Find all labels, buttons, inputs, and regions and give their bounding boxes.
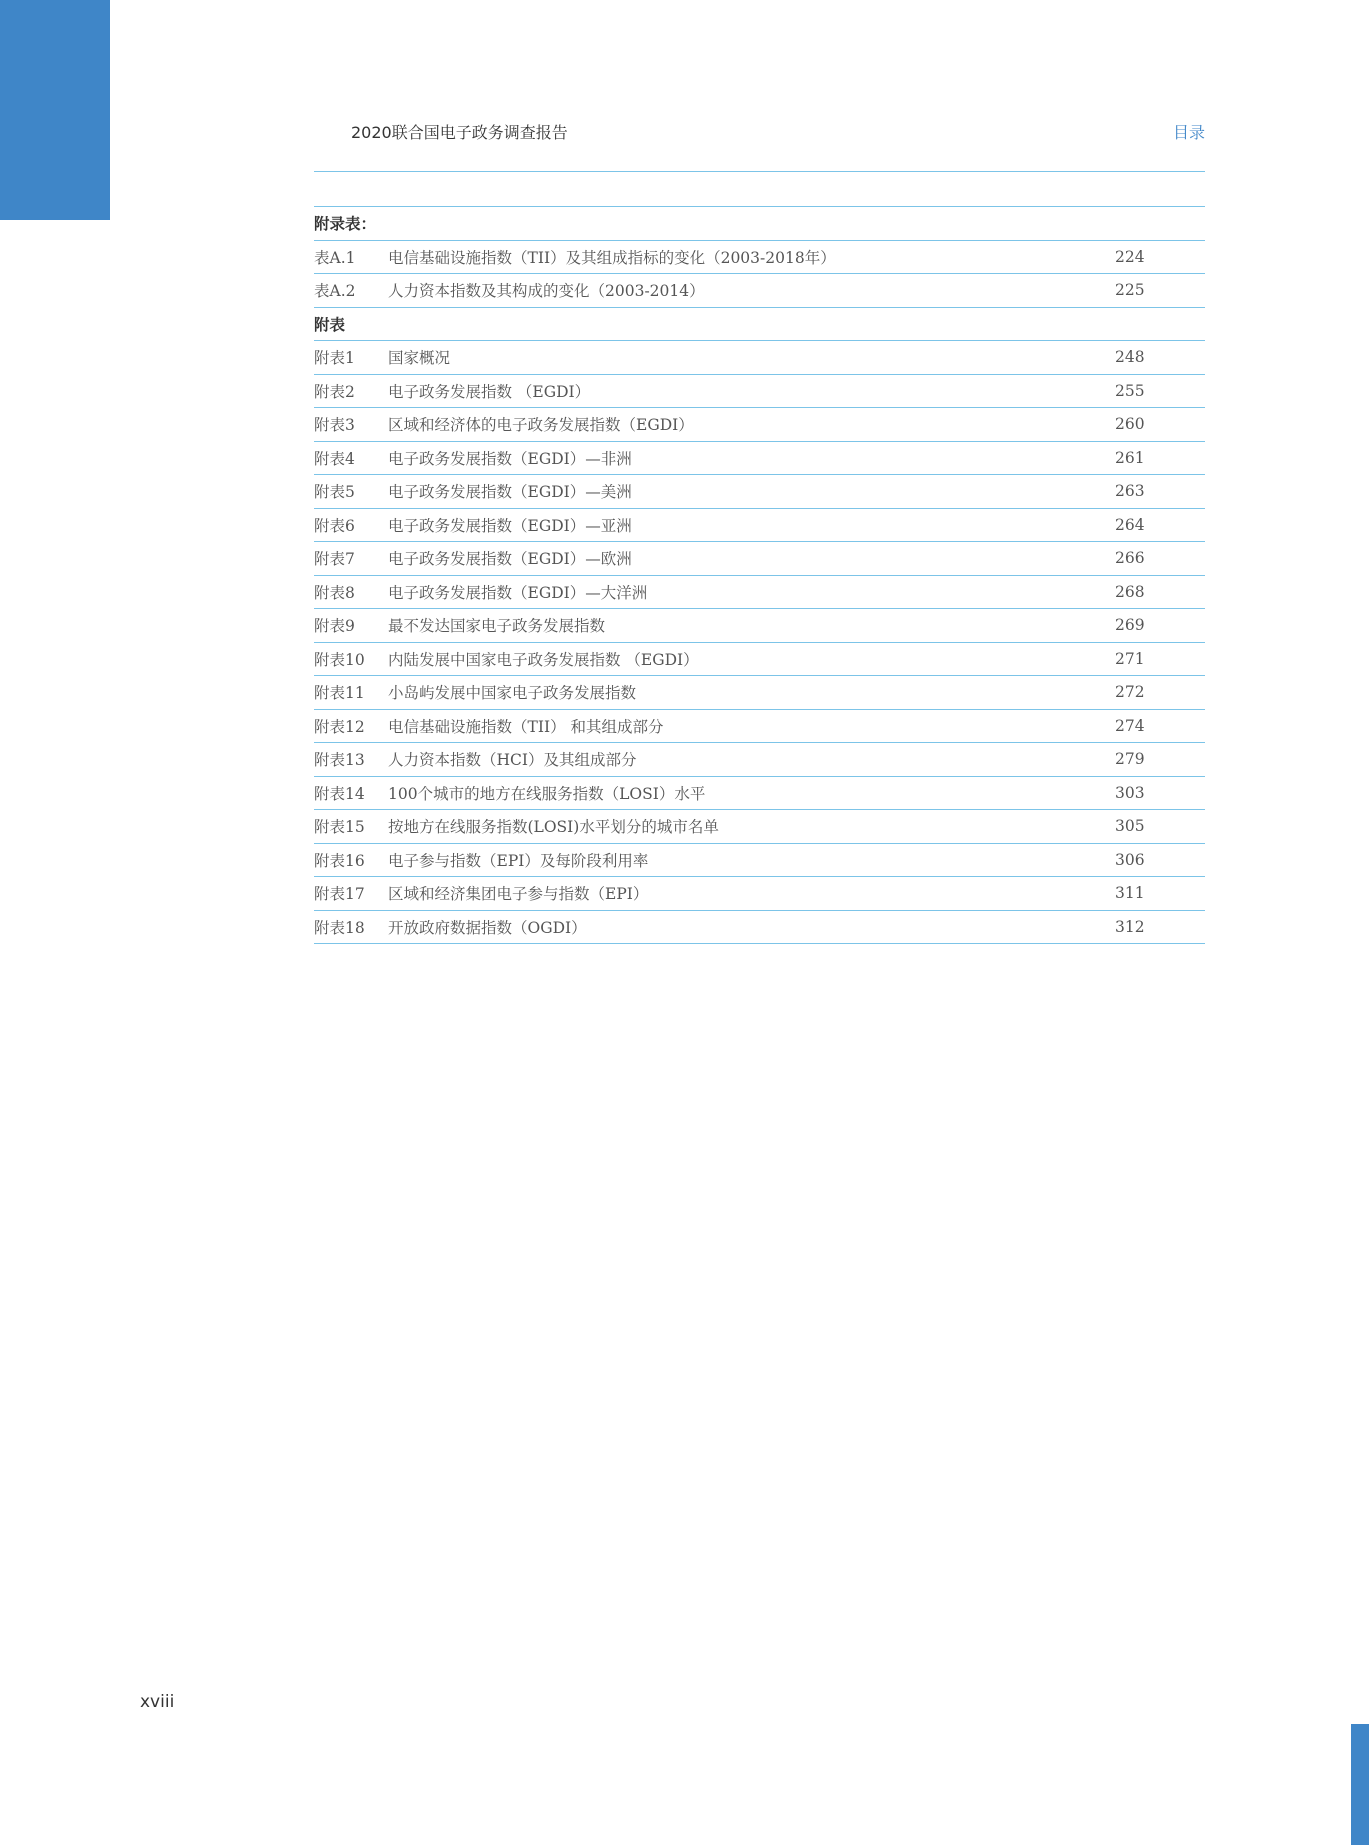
- entry-title: 电子政务发展指数（EGDI）—欧洲: [388, 550, 632, 569]
- entry-label: 附表1: [314, 349, 355, 368]
- entry-page: 311: [1115, 884, 1145, 903]
- entry-label: 表A.1: [314, 248, 356, 267]
- toc-section-heading: [314, 308, 1205, 342]
- toc-entry[interactable]: [314, 609, 1205, 643]
- toc-entry[interactable]: [314, 844, 1205, 878]
- corner-tab-decoration: [0, 0, 110, 220]
- entry-page: 225: [1115, 281, 1145, 300]
- entry-label: 附表13: [314, 751, 365, 770]
- toc-entry[interactable]: [314, 442, 1205, 476]
- toc-entry[interactable]: [314, 241, 1205, 275]
- entry-title: 开放政府数据指数（OGDI）: [388, 918, 587, 937]
- toc-spacer: [314, 172, 1205, 207]
- entry-page: 261: [1115, 448, 1145, 467]
- entry-title: 人力资本指数（HCI）及其组成部分: [388, 751, 637, 770]
- entry-page: 248: [1115, 348, 1145, 367]
- entry-page: 266: [1115, 549, 1145, 568]
- entry-page: 271: [1115, 649, 1145, 668]
- section-heading-text: 附表: [314, 314, 346, 334]
- toc-entry[interactable]: [314, 341, 1205, 375]
- entry-page: 255: [1115, 381, 1145, 400]
- entry-label: 附表9: [314, 617, 355, 636]
- entry-title: 区域和经济集团电子参与指数（EPI）: [388, 885, 649, 904]
- entry-page: 268: [1115, 582, 1145, 601]
- entry-page: 303: [1115, 783, 1145, 802]
- entry-page: 260: [1115, 415, 1145, 434]
- entry-label: 附表14: [314, 784, 365, 803]
- entry-label: 附表4: [314, 449, 355, 468]
- entry-page: 224: [1115, 247, 1145, 266]
- table-of-contents: [314, 171, 1205, 944]
- toc-entry[interactable]: [314, 777, 1205, 811]
- entry-label: 附表3: [314, 416, 355, 435]
- entry-title: 电子政务发展指数（EGDI）—亚洲: [388, 516, 632, 535]
- toc-entry[interactable]: [314, 676, 1205, 710]
- section-heading-text: 附录表：: [314, 214, 377, 234]
- entry-title: 区域和经济体的电子政务发展指数（EGDI）: [388, 416, 694, 435]
- entry-label: 附表11: [314, 684, 365, 703]
- entry-page: 264: [1115, 515, 1145, 534]
- entry-title: 内陆发展中国家电子政务发展指数 （EGDI）: [388, 650, 699, 669]
- entry-title: 电子政务发展指数 （EGDI）: [388, 382, 591, 401]
- toc-entry[interactable]: [314, 475, 1205, 509]
- entry-label: 附表18: [314, 918, 365, 937]
- edge-tab-decoration: [1351, 1724, 1369, 1845]
- toc-entry[interactable]: [314, 877, 1205, 911]
- entry-title: 国家概况: [388, 349, 451, 368]
- entry-label: 附表16: [314, 851, 365, 870]
- entry-label: 附表8: [314, 583, 355, 602]
- toc-entry[interactable]: [314, 408, 1205, 442]
- entry-title: 小岛屿发展中国家电子政务发展指数: [388, 684, 637, 703]
- report-title: 2020联合国电子政务调查报告: [351, 123, 568, 142]
- entry-title: 电子政务发展指数（EGDI）—非洲: [388, 449, 632, 468]
- entry-label: 表A.2: [314, 282, 356, 301]
- section-label: 目录: [1172, 123, 1205, 142]
- entry-page: 279: [1115, 750, 1145, 769]
- entry-page: 305: [1115, 817, 1145, 836]
- annex-table-list: [314, 341, 1205, 944]
- entry-label: 附表2: [314, 382, 355, 401]
- entry-title: 人力资本指数及其构成的变化（2003-2014）: [388, 282, 705, 301]
- toc-entry[interactable]: [314, 375, 1205, 409]
- toc-entry[interactable]: [314, 743, 1205, 777]
- entry-title: 电信基础设施指数（TII）及其组成指标的变化（2003-2018年）: [388, 248, 836, 267]
- toc-entry[interactable]: [314, 274, 1205, 308]
- entry-label: 附表6: [314, 516, 355, 535]
- entry-label: 附表12: [314, 717, 365, 736]
- entry-page: 274: [1115, 716, 1145, 735]
- entry-label: 附表17: [314, 885, 365, 904]
- page-number: xviii: [140, 1692, 175, 1712]
- entry-label: 附表5: [314, 483, 355, 502]
- entry-label: 附表7: [314, 550, 355, 569]
- toc-entry[interactable]: [314, 911, 1205, 945]
- toc-entry[interactable]: [314, 542, 1205, 576]
- entry-title: 电子政务发展指数（EGDI）—大洋洲: [388, 583, 648, 602]
- entry-page: 272: [1115, 683, 1145, 702]
- entry-page: 269: [1115, 616, 1145, 635]
- toc-section-heading: [314, 207, 1205, 241]
- entry-title: 电信基础设施指数（TII） 和其组成部分: [388, 717, 664, 736]
- entry-title: 100个城市的地方在线服务指数（LOSI）水平: [388, 784, 706, 803]
- entry-title: 电子参与指数（EPI）及每阶段利用率: [388, 851, 649, 870]
- toc-entry[interactable]: [314, 810, 1205, 844]
- entry-page: 312: [1115, 917, 1145, 936]
- toc-entry[interactable]: [314, 710, 1205, 744]
- toc-entry[interactable]: [314, 509, 1205, 543]
- entry-page: 306: [1115, 850, 1145, 869]
- toc-entry[interactable]: [314, 576, 1205, 610]
- entry-title: 按地方在线服务指数(LOSI)水平划分的城市名单: [388, 818, 719, 837]
- entry-label: 附表15: [314, 818, 365, 837]
- toc-entry[interactable]: [314, 643, 1205, 677]
- entry-title: 最不发达国家电子政务发展指数: [388, 617, 606, 636]
- entry-title: 电子政务发展指数（EGDI）—美洲: [388, 483, 632, 502]
- entry-page: 263: [1115, 482, 1145, 501]
- entry-label: 附表10: [314, 650, 365, 669]
